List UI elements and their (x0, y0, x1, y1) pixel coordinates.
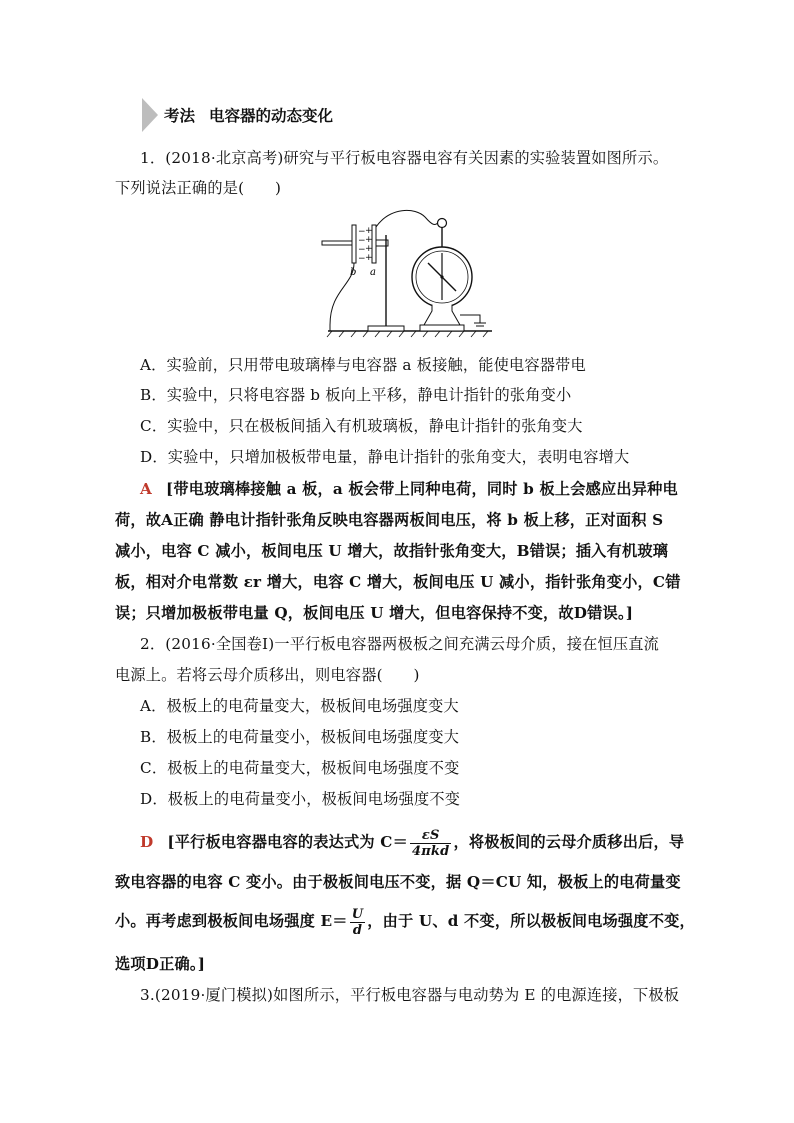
q2-explanation-line3: 小。再考虑到极板间电场强度 E＝ $\frac{U}{d}$ ，由于 U、d 不变，所以极板间电场强度不变， (115, 906, 695, 938)
svg-text:+: + (365, 235, 373, 245)
svg-text:+: + (365, 244, 373, 254)
q2-stem-line1: 2．(2016·全国卷Ⅰ)一平行板电容器两极板之间充满云母介质，接在恒压直流 (140, 635, 660, 653)
q2-option-d: D．极板上的电荷量变小，极板间电场强度不变 (140, 790, 461, 808)
q1-explanation-line5: 误；只增加极板带电量 Q，板间电压 U 增大，但电容保持不变，故D错误。] (115, 604, 634, 622)
q1-option-d: D．实验中，只增加极板带电量，静电计指针的张角变大，表明电容增大 (140, 448, 630, 466)
q2-stem-line2: 电源上。若将云母介质移出，则电容器( ) (115, 666, 420, 684)
section-heading (142, 98, 333, 132)
q1-explanation-line2: 荷，故A正确 静电计指针张角反映电容器两板间电压，将 b 板上移，正对面积 S (115, 511, 664, 529)
svg-text:−: − (358, 245, 366, 255)
q1-explanation-line1: A [带电玻璃棒接触 a 板，a 板会带上同种电荷，同时 b 板上会感应出异种电 (140, 480, 678, 498)
svg-text:−: − (358, 236, 366, 246)
q2-explanation-line4: 选项D正确。] (115, 955, 206, 973)
q1-option-c: C．实验中，只在极板间插入有机玻璃板，静电计指针的张角变大 (140, 417, 583, 435)
q1-explanation-line3: 减小，电容 C 减小，板间电压 U 增大，故指针张角变大，B错误；插入有机玻璃 (115, 542, 669, 560)
svg-text:−: − (358, 227, 366, 237)
q1-answer: A (140, 480, 152, 498)
q1-stem-line1: 1．(2018·北京高考)研究与平行板电容器电容有关因素的实验装置如图所示。 (140, 149, 669, 167)
svg-text:−: − (358, 254, 366, 264)
q2-option-c: C．极板上的电荷量变大，极板间电场强度不变 (140, 759, 460, 777)
q1-explanation-line4: 板，相对介电常数 εr 增大，电容 C 增大，板间电压 U 减小，指针张角变小，C错 (115, 573, 681, 591)
q2-explanation-line2: 致电容器的电容 C 变小。由于极板间电压不变，据 Q＝CU 知，极板上的电荷量变 (115, 873, 681, 891)
section-title: 电容器的动态变化 (209, 107, 334, 125)
section-label: 考法 (164, 107, 196, 125)
q1-option-a: A．实验前，只用带电玻璃棒与电容器 a 板接触，能使电容器带电 (140, 356, 586, 374)
q1-stem-line2: 下列说法正确的是( ) (115, 179, 282, 197)
svg-text:+: + (365, 226, 373, 236)
capacitor-electrometer-figure (320, 205, 500, 340)
figure-label-a: a (370, 267, 376, 278)
q2-answer: D (140, 833, 154, 851)
section-arrow-icon (142, 98, 158, 132)
svg-text:+: + (365, 253, 373, 263)
field-strength-fraction: $\frac{U}{d}$ (351, 906, 364, 938)
q2-option-b: B．极板上的电荷量变小，极板间电场强度变大 (140, 728, 460, 746)
q2-explanation-line1: D [平行板电容器电容的表达式为 C＝ $\frac{\varepsilon S}{\text{4πkd}}$ ，将极板间的云母介质移出后，导 (140, 827, 685, 859)
q2-option-a: A．极板上的电荷量变大，极板间电场强度变大 (140, 697, 459, 715)
figure-label-b: b (350, 267, 357, 278)
q1-option-b: B．实验中，只将电容器 b 板向上平移，静电计指针的张角变小 (140, 386, 572, 404)
q3-stem-line1: 3.(2019·厦门模拟)如图所示，平行板电容器与电动势为 E 的电源连接，下极板 (140, 986, 680, 1004)
capacitance-fraction: $\frac{\varepsilon S}{\text{4πkd}}$ (411, 827, 450, 859)
